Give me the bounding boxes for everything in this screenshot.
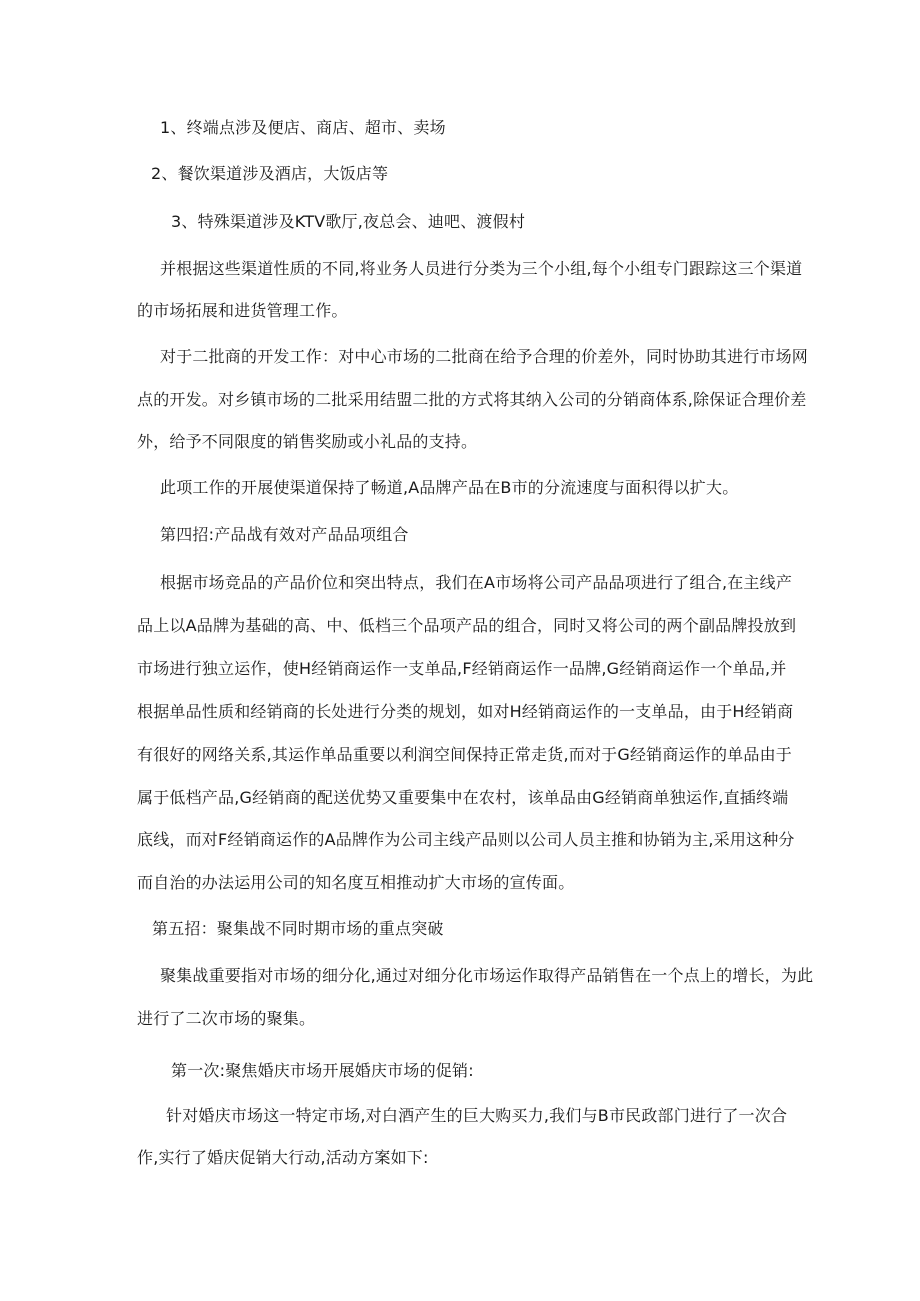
list-item-special-channel: 3、特殊渠道涉及KTV歌厅,夜总会、迪吧、渡假村	[171, 212, 526, 231]
paragraph-line: 此项工作的开展使渠道保持了畅道,A品牌产品在B市的分流速度与面积得以扩大。	[160, 478, 739, 497]
list-item-catering-channel: 2、餐饮渠道涉及酒店，大饭店等	[151, 164, 389, 183]
section-heading-5: 第五招：聚集战不同时期市场的重点突破	[152, 919, 444, 938]
paragraph-line: 对于二批商的开发工作：对中心市场的二批商在给予合理的价差外，同时协助其进行市场网	[160, 347, 809, 366]
paragraph-line: 根据单品性质和经销商的长处进行分类的规划，如对H经销商运作的一支单品，由于H经销商	[137, 702, 794, 721]
paragraph-line: 有很好的网络关系,其运作单品重要以利润空间保持正常走货,而对于G经销商运作的单品由于	[137, 745, 792, 764]
paragraph-line: 品上以A品牌为基础的高、中、低档三个品项产品的组合，同时又将公司的两个副品牌投放到	[137, 616, 797, 635]
section-heading-4: 第四招:产品战有效对产品品项组合	[160, 525, 409, 544]
list-item-terminal-outlets: 1、终端点涉及便店、商店、超市、卖场	[160, 118, 446, 137]
paragraph-line: 作,实行了婚庆促销大行动,活动方案如下:	[137, 1148, 429, 1167]
paragraph-line: 而自治的办法运用公司的知名度互相推动扩大市场的宣传面。	[137, 873, 575, 892]
paragraph-line: 点的开发。对乡镇市场的二批采用结盟二批的方式将其纳入公司的分销商体系,除保证合理价差	[137, 390, 807, 409]
paragraph-line: 底线，而对F经销商运作的A品牌作为公司主线产品则以公司人员主推和协销为主,采用这种分	[137, 830, 795, 849]
paragraph-line: 的市场拓展和进货管理工作。	[137, 301, 348, 320]
sub-heading-first-focus: 第一次:聚焦婚庆市场开展婚庆市场的促销:	[171, 1061, 474, 1080]
paragraph-line: 属于低档产品,G经销商的配送优势又重要集中在农村，该单品由G经销商单独运作,直插终端	[137, 788, 789, 807]
paragraph-line: 聚集战重要指对市场的细分化,通过对细分化市场运作取得产品销售在一个点上的增长，为此	[160, 966, 814, 985]
paragraph-line: 根据市场竞品的产品价位和突出特点，我们在A市场将公司产品品项进行了组合,在主线产	[160, 573, 793, 592]
paragraph-line: 外，给予不同限度的销售奖励或小礼品的支持。	[137, 432, 478, 451]
paragraph-line: 并根据这些渠道性质的不同,将业务人员进行分类为三个小组,每个小组专门跟踪这三个渠道	[160, 259, 803, 278]
paragraph-line: 市场进行独立运作，使H经销商运作一支单品,F经销商运作一品牌,G经销商运作一个单品,并	[137, 659, 787, 678]
paragraph-line: 针对婚庆市场这一特定市场,对白酒产生的巨大购买力,我们与B市民政部门进行了一次合	[166, 1106, 788, 1125]
paragraph-line: 进行了二次市场的聚集。	[137, 1009, 316, 1028]
